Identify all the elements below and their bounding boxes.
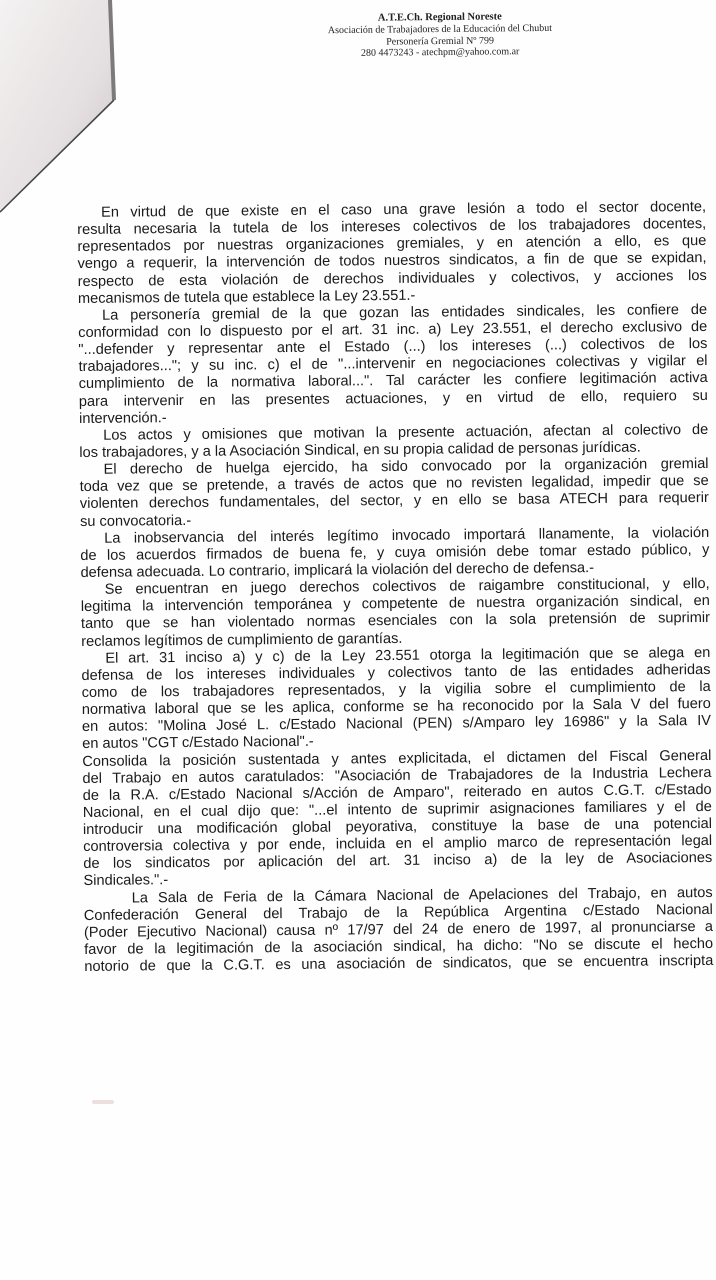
text-line: notorio de que la C.G.T. es una asociación de sindicatos, que se encuentra inscripta bbox=[84, 953, 714, 976]
text-line: La inobservancia del interés legítimo invocado importará llanamente, la violación bbox=[104, 524, 710, 547]
ink-smudge bbox=[92, 1100, 114, 1104]
text-line: legitima la intervención temporánea y competente de nuestra organización sindical, en bbox=[80, 593, 710, 616]
text-line: de los acuerdos firmados de buena fe, y cuya omisión debe tomar estado público, y bbox=[80, 541, 710, 564]
text-line: de los sindicatos por aplicación del art. 31 inciso a) de la ley de Asociaciones bbox=[83, 850, 713, 873]
paragraph bbox=[82, 747, 712, 890]
text-line: trabajadores..."; y su inc. c) el de "...intervenir en negociaciones colectivas y vigilar el bbox=[78, 353, 708, 376]
text-line: tanto que se han violentado normas esenciales con la sola pretensión de suprimir bbox=[80, 610, 711, 633]
text-line: favor de la legitimación de la asociación sindical, ha dicho: "No se discute el hecho bbox=[84, 935, 714, 959]
text-line: (Poder Ejecutivo Nacional) causa nº 17/97 del 24 de enero de 1997, al pronunciarse a bbox=[83, 918, 714, 941]
document-body bbox=[77, 199, 713, 976]
text-line: Se encuentran en juego derechos colectivos de raigambre constitucional, y ello, bbox=[104, 576, 710, 598]
letterhead-org: A.T.E.Ch. Regional Noreste bbox=[377, 11, 502, 24]
text-line: su convocatoria.- bbox=[79, 512, 192, 530]
text-line: representados por nuestras organizaciones gremiales, y en atención a ello, es que bbox=[77, 233, 707, 256]
text-line: de la R.A. c/Estado Nacional s/Acción de Amparo", reiterado en autos C.G.T. c/Estado bbox=[82, 781, 712, 804]
paragraph bbox=[77, 199, 707, 308]
letterhead-name: Asociación de Trabajadores de la Educación del Chubut bbox=[327, 22, 553, 37]
text-line: para intervenir en las presentes actuaciones, y en virtud de ello, requiero su bbox=[78, 387, 708, 410]
text-line: "...defender y representar ante el Estado (...) los intereses (...) colectivos de los bbox=[78, 336, 708, 359]
text-line: en autos "CGT c/Estado Nacional".- bbox=[82, 734, 314, 753]
text-line: del Trabajo en autos caratulados: "Asociación de Trabajadores de la Industria Lechera bbox=[82, 764, 712, 787]
text-line: reclamos legítimos de cumplimiento de garantías. bbox=[81, 630, 403, 650]
text-line: Nacional, en el cual dijo que: "...el intento de suprimir asignaciones familiares y el de bbox=[82, 798, 712, 821]
text-line: vengo a requerir, la intervención de todos nuestros sindicatos, a fin de que se expidan, bbox=[77, 250, 707, 273]
letterhead-personeria: Personería Gremial Nº 799 bbox=[386, 34, 495, 48]
paragraph bbox=[81, 645, 711, 754]
text-line: La Sala de Feria de la Cámara Nacional de Apelaciones del Trabajo, en autos bbox=[131, 884, 713, 907]
text-line: introducir una modificación global peyorativa, constituye la base de una potencial bbox=[82, 815, 713, 839]
text-line: El art. 31 inciso a) y c) de la Ley 23.551 otorga la legitimación que se alega en bbox=[105, 644, 711, 667]
text-line: toda vez que se pretende, a través de actos que no revisten legalidad, impedir que se bbox=[79, 473, 709, 496]
text-line: Sindicales.".- bbox=[83, 872, 169, 890]
letterhead bbox=[280, 10, 600, 60]
text-line: Consolida la posición sustentada y antes explicitada, el dictamen del Fiscal General bbox=[82, 747, 712, 770]
text-line: resulta necesaria la tutela de los intereses colectivos de los trabajadores docentes, bbox=[77, 216, 707, 239]
text-line: defensa de los intereses individuales y colectivos tanto de las entidades adheridas bbox=[81, 661, 711, 684]
paragraph bbox=[81, 576, 711, 651]
paragraph bbox=[84, 885, 714, 977]
text-line: defensa adecuada. Lo contrario, implicará la violación del derecho de defensa.- bbox=[80, 560, 595, 581]
text-line: En virtud de que existe en el caso una grave lesión a todo el sector docente, bbox=[100, 198, 707, 221]
text-line: Confederación General del Trabajo de la República Argentina c/Estado Nacional bbox=[83, 901, 713, 924]
text-line: Los actos y omisiones que motivan la presente actuación, afectan al colectivo de bbox=[103, 421, 709, 444]
text-line: en autos: "Molina José L. c/Estado Nacional (PEN) s/Amparo ley 16986" y la Sala IV bbox=[81, 713, 712, 736]
folded-corner bbox=[0, 0, 130, 215]
text-line: normativa laboral que se les aplica, conforme se ha reconocido por la Sala V del fuero bbox=[81, 696, 711, 719]
text-line: los trabajadores, y a la Asociación Sindical, en su propia calidad de personas jurídicas. bbox=[79, 439, 641, 461]
text-line: respecto de esta violación de derechos individuales y colectivos, y acciones los bbox=[77, 267, 707, 290]
text-line: cumplimiento de la normativa laboral...". Tal carácter les confiere legitimación activa bbox=[78, 370, 708, 393]
text-line: intervención.- bbox=[78, 409, 167, 427]
text-line: mecanismos de tutela que establece la Ley 23.551.- bbox=[77, 287, 416, 307]
text-line: La personería gremial de la que gozan las entidades sindicales, les confiere de bbox=[101, 301, 708, 324]
letterhead-contact: 280 4473243 - atechpm@yahoo.com.ar bbox=[360, 46, 520, 59]
paragraph bbox=[78, 302, 708, 428]
text-line: El derecho de huelga ejercido, ha sido convocado por la organización gremial bbox=[103, 456, 709, 478]
text-line: conformidad con lo dispuesto por el art. 31 inc. a) Ley 23.551, el derecho exclusivo de bbox=[78, 318, 708, 341]
text-line: violenten derechos fundamentales, del sector, y en ello se basa ATECH para requerir bbox=[79, 490, 709, 513]
paragraph bbox=[80, 525, 709, 582]
text-line: controversia colectiva y por ende, incluida en el amplio marco de representación legal bbox=[83, 833, 713, 856]
paragraph bbox=[79, 456, 709, 531]
text-line: como de los trabajadores representados, y la vigilia sobre el cumplimiento de la bbox=[81, 678, 711, 701]
